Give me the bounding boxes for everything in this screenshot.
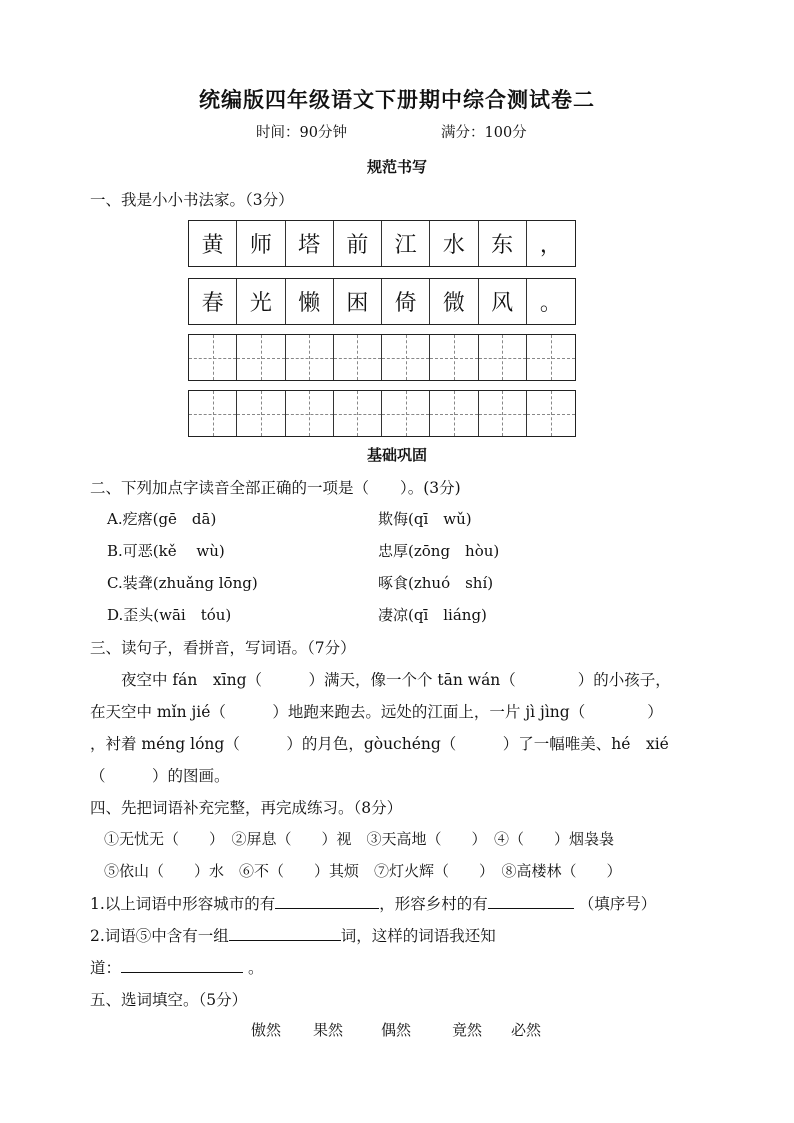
q4-item-2 <box>90 924 496 946</box>
char-cell: 春 <box>189 279 237 324</box>
writing-cell[interactable] <box>382 335 430 380</box>
answer-blank-word-type[interactable] <box>229 926 341 941</box>
char-cell: 。 <box>539 291 562 316</box>
q4-item-2-text-a: 2.词语⑤中含有一组 <box>90 927 229 945</box>
writing-cell[interactable] <box>430 391 478 436</box>
char-cell: 倚 <box>382 279 430 324</box>
q4-idioms-row-1: ①无忧无（ ） ②屏息（ ）视 ③天高地（ ） ④（ ）烟袅袅 <box>104 830 615 848</box>
page-title: 统编版四年级语文下册期中综合测试卷二 <box>199 87 595 112</box>
writing-cell[interactable] <box>334 391 382 436</box>
word-choice: 竟然 <box>452 1021 483 1039</box>
writing-cell[interactable] <box>334 335 382 380</box>
q2-option-c[interactable]: C.装聋(zhuǎng lōng) <box>107 574 258 592</box>
char-cell: 微 <box>430 279 478 324</box>
calligraphy-row-1 <box>188 220 576 267</box>
writing-cell[interactable] <box>382 391 430 436</box>
writing-cell[interactable] <box>237 335 285 380</box>
char-cell: 黄 <box>189 221 237 266</box>
writing-cell[interactable] <box>479 391 527 436</box>
writing-cell[interactable] <box>189 391 237 436</box>
practice-grid-row-2[interactable] <box>188 390 576 437</box>
exam-time: 时间：90分钟 <box>256 125 347 141</box>
writing-cell[interactable] <box>527 391 575 436</box>
writing-cell[interactable] <box>479 335 527 380</box>
practice-grid-row-1[interactable] <box>188 334 576 381</box>
q5-heading: 五、选词填空。（5分） <box>90 991 248 1009</box>
char-cell: 师 <box>237 221 285 266</box>
q2-option-b-second: 忠厚(zōng hòu) <box>378 542 500 560</box>
q3-line-4: （ ）的图画。 <box>90 767 230 785</box>
char-cell: 塔 <box>286 221 334 266</box>
q4-item-2-text-d: 。 <box>247 959 264 977</box>
answer-blank-city[interactable] <box>275 894 379 909</box>
q4-item-1-text-a: 1.以上词语中形容城市的有 <box>90 895 276 913</box>
word-choice: 必然 <box>511 1021 542 1039</box>
answer-blank-more-words[interactable] <box>121 958 243 973</box>
word-choice: 偶然 <box>381 1021 412 1039</box>
char-cell: 东 <box>479 221 527 266</box>
q3-heading: 三、读句子，看拼音，写词语。（7分） <box>90 639 356 657</box>
char-cell: 困 <box>334 279 382 324</box>
q4-idioms-row-2: ⑤依山（ ）水 ⑥不（ ）其烦 ⑦灯火辉（ ） ⑧高楼林（ ） <box>104 862 622 880</box>
exam-full-score: 满分：100分 <box>441 125 527 141</box>
q2-option-d-second: 凄凉(qī liáng) <box>378 606 487 624</box>
q1-heading: 一、我是小小书法家。（3分） <box>90 191 294 209</box>
writing-cell[interactable] <box>286 335 334 380</box>
q2-option-a[interactable]: A.疙瘩(gē dā) <box>107 510 217 528</box>
char-cell: 懒 <box>286 279 334 324</box>
writing-cell[interactable] <box>527 335 575 380</box>
section-writing: 规范书写 <box>366 158 427 176</box>
q4-item-1-text-b: ，形容乡村的有 <box>379 895 488 913</box>
char-cell: ， <box>539 233 562 258</box>
writing-cell[interactable] <box>189 335 237 380</box>
q2-heading: 二、下列加点字读音全部正确的一项是（ ）。(3分) <box>90 479 461 497</box>
char-cell: 光 <box>237 279 285 324</box>
q4-item-2-text-b: 词，这样的词语我还知 <box>340 927 496 945</box>
q4-item-1-text-c: （填序号） <box>578 895 657 913</box>
answer-blank-village[interactable] <box>488 894 574 909</box>
section-basics: 基础巩固 <box>366 446 427 464</box>
q3-line-1: 夜空中 fán xīng（ ）满天，像一个个 tān wán（ ）的小孩子， <box>90 671 671 689</box>
char-cell: 风 <box>479 279 527 324</box>
char-cell: 前 <box>334 221 382 266</box>
q4-item-2-text-c: 道： <box>90 959 122 977</box>
q3-line-2: 在天空中 mǐn jié（ ）地跑来跑去。远处的江面上，一片 jì jìng（ ） <box>90 703 663 721</box>
q4-item-2-cont <box>90 956 263 978</box>
word-choice: 傲然 <box>251 1021 282 1039</box>
q2-option-a-second: 欺侮(qī wǔ) <box>378 510 472 528</box>
writing-cell[interactable] <box>430 335 478 380</box>
calligraphy-row-2 <box>188 278 576 325</box>
char-cell: 江 <box>382 221 430 266</box>
writing-cell[interactable] <box>286 391 334 436</box>
word-choice: 果然 <box>313 1021 344 1039</box>
q2-option-b[interactable]: B.可恶(kě wù) <box>107 542 225 560</box>
q2-option-c-second: 啄食(zhuó shí) <box>378 574 494 592</box>
q2-option-d[interactable]: D.歪头(wāi tóu) <box>107 606 232 624</box>
q4-item-1 <box>90 892 656 914</box>
q3-line-3: ，衬着 méng lóng（ ）的月色，gòuchéng（ ）了一幅唯美、hé xié <box>90 735 669 753</box>
q4-heading: 四、先把词语补充完整，再完成练习。（8分） <box>90 799 403 817</box>
char-cell: 水 <box>430 221 478 266</box>
writing-cell[interactable] <box>237 391 285 436</box>
